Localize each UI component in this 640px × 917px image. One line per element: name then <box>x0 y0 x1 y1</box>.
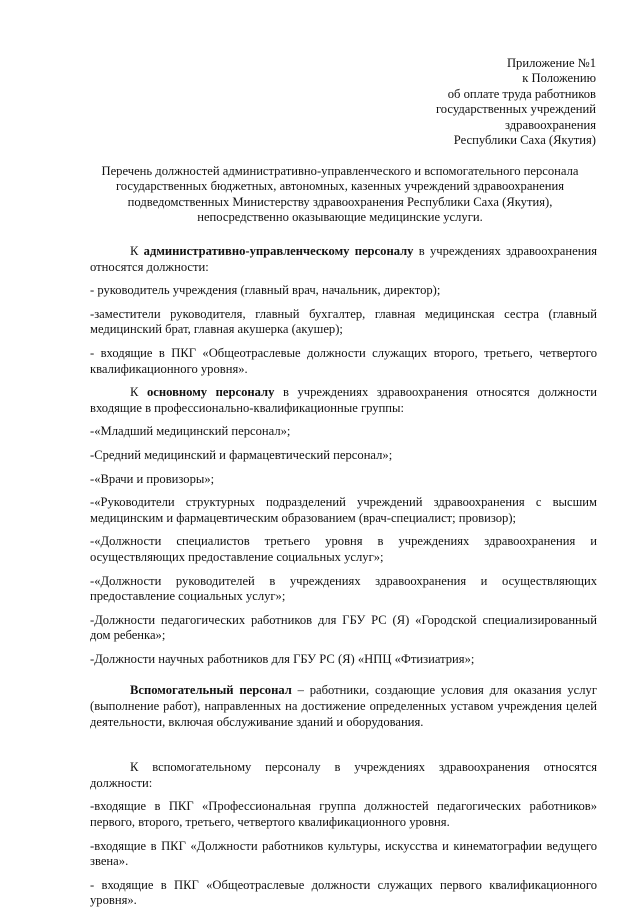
appendix-header <box>336 56 596 148</box>
support-definition-text: – работники, создающие условия для оказания услуг (выполнение работ), направленных на достижение определенных уставом учреждения целей деятельности, включая обслуживание зданий и оборудования. <box>90 683 597 729</box>
main-item: -Должности научных работников для ГБУ РС (Я) «НПЦ «Фтизиатрия»; <box>90 651 475 666</box>
document-title <box>80 164 600 226</box>
appendix-line: здравоохранения <box>505 117 596 132</box>
appendix-line: государственных учреждений <box>435 102 596 117</box>
title-line: непосредственно оказывающие медицинские услуги. <box>197 210 483 225</box>
main-intro-bold: основному персоналу <box>146 385 275 400</box>
document-body <box>90 244 597 917</box>
title-line: Перечень должностей административно-управленческого и вспомогательного персонала <box>101 164 579 178</box>
appendix-line: об оплате труда работников <box>447 86 596 101</box>
main-item: -Должности педагогических работников для ГБУ РС (Я) «Городской специализированный дом ребенка»; <box>90 612 597 643</box>
main-intro <box>90 385 597 416</box>
main-item: -«Должности руководителей в учреждениях здравоохранения и осуществляющих предоставление социальных услуг»; <box>90 573 597 604</box>
support-item: -входящие в ПКГ «Должности работников культуры, искусства и кинематографии ведущего звена». <box>90 838 597 869</box>
admin-item: -заместители руководителя, главный бухгалтер, главная медицинская сестра (главный медицинский брат, главная акушерка (акушер); <box>90 306 597 337</box>
main-item: -«Руководители структурных подразделений учреждений здравоохранения с высшим медицинским и фармацевтическим образованием (врач-специалист; провизор); <box>90 495 597 525</box>
main-item: -«Врачи и провизоры»; <box>90 471 215 486</box>
appendix-line: Приложение №1 <box>506 56 596 70</box>
support-definition-bold: Вспомогательный персонал <box>130 683 292 698</box>
support-intro: К вспомогательному персоналу в учреждениях здравоохранения относятся должности: <box>90 760 597 790</box>
admin-intro-bold: административно-управленческому персоналу <box>143 244 414 258</box>
admin-item: - входящие в ПКГ «Общеотраслевые должности служащих второго, третьего, четвертого квалификационного уровня». <box>90 345 597 376</box>
support-item: - входящие в ПКГ «Общеотраслевые должности служащих первого квалификационного уровня». <box>90 877 597 908</box>
main-intro-pre: К <box>130 385 147 400</box>
main-item: -«Младший медицинский персонал»; <box>90 424 291 439</box>
main-intro-post: в учреждениях здравоохранения относятся должности входящие в профессионально-квалификационные группы: <box>90 385 597 415</box>
main-item: -«Должности специалистов третьего уровня в учреждениях здравоохранения и осуществляющих предоставление социальных услуг»; <box>90 534 597 564</box>
admin-intro-post: в учреждениях здравоохранения относятся должности: <box>90 244 597 274</box>
appendix-line: Республики Саха (Якутия) <box>453 133 596 148</box>
admin-item: - руководитель учреждения (главный врач, начальник, директор); <box>90 283 441 298</box>
title-line: подведомственных Министерству здравоохранения Республики Саха (Якутия), <box>127 194 553 209</box>
admin-intro <box>90 244 597 275</box>
support-definition <box>90 683 597 730</box>
title-line: государственных бюджетных, автономных, казенных учреждений здравоохранения <box>115 179 565 194</box>
admin-intro-pre: К <box>130 244 144 258</box>
appendix-line: к Положению <box>522 71 596 86</box>
main-item: -Средний медицинский и фармацевтический персонал»; <box>90 447 393 462</box>
support-item: -входящие в ПКГ «Профессиональная группа должностей педагогических работников» первого, второго, третьего, четвертого квалификационного уровня. <box>90 799 597 830</box>
